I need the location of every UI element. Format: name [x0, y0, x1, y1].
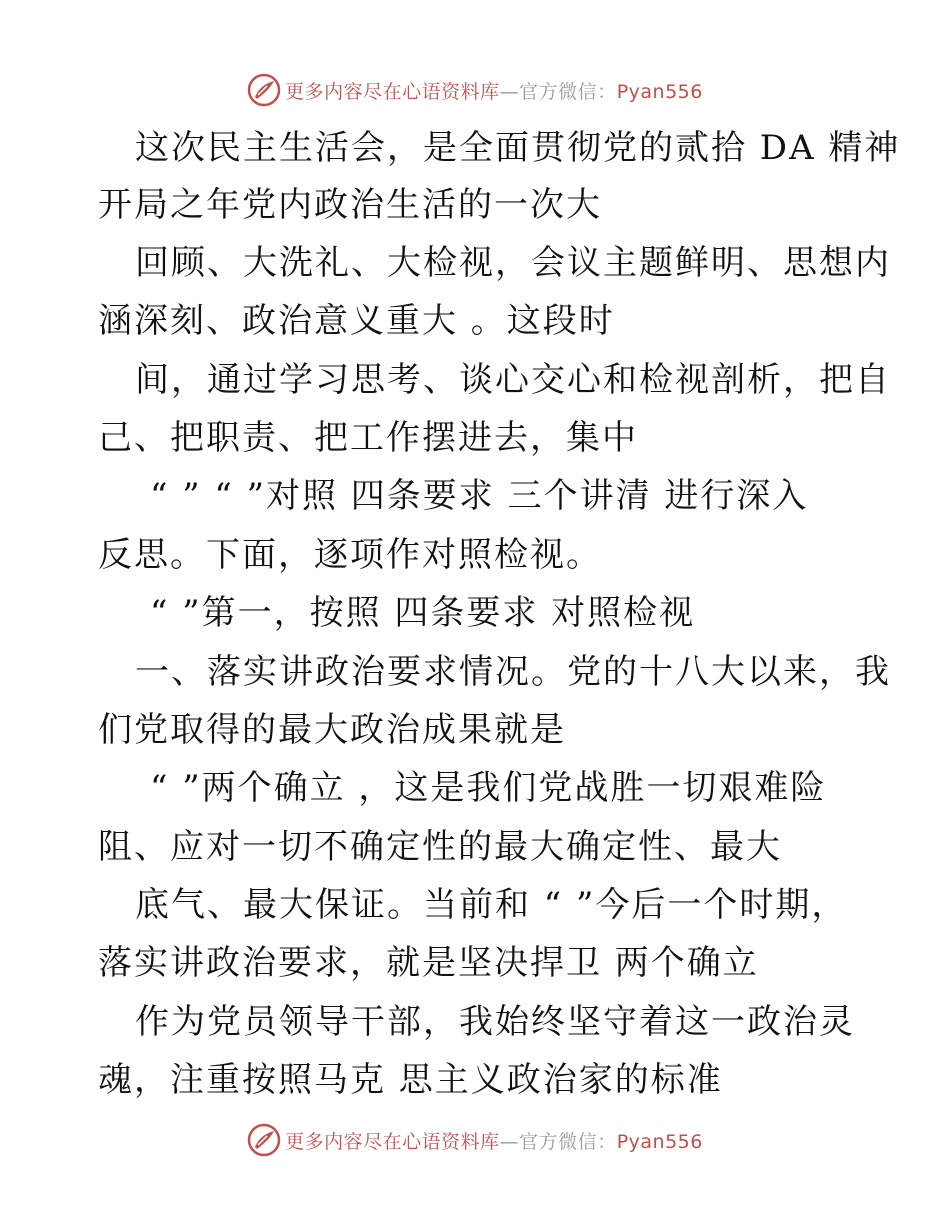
footer-banner — [0, 1120, 950, 1160]
pen-logo-icon — [247, 1123, 281, 1157]
footer-banner-official: 官方微信： — [519, 1130, 617, 1153]
header-banner-official: 官方微信： — [519, 80, 617, 103]
body-line: 底气、最大保证。当前和 “ ”今后一个时期， — [135, 885, 848, 925]
body-line: 回顾、大洗礼、大检视，会议主题鲜明、思想内 — [135, 243, 891, 283]
body-line: 这次民主生活会，是全面贯彻党的贰拾 DA 精神 — [135, 128, 901, 168]
body-line: 落实讲政治要求，就是坚决捍卫 两个确立 — [98, 943, 759, 983]
body-line: 魂，注重按照马克 思主义政治家的标准 — [98, 1060, 723, 1100]
body-line: “ ” “ ”对照 四条要求 三个讲清 进行深入 — [150, 476, 809, 516]
body-line: 己、把职责、把工作摆进去，集中 — [98, 418, 638, 458]
body-line: 一、落实讲政治要求情况。党的十八大以来，我 — [135, 652, 891, 692]
body-line: “ ”两个确立 ，这是我们党战胜一切艰难险 — [150, 768, 827, 808]
body-line: 阻、应对一切不确定性的最大确定性、最大 — [98, 827, 782, 867]
body-line: 作为党员领导干部，我始终坚守着这一政治灵 — [135, 1002, 855, 1042]
body-line: 涵深刻、政治意义重大 。这段时 — [98, 301, 615, 341]
footer-banner-id: Pyan556 — [616, 1130, 703, 1153]
body-line: 反思。下面，逐项作对照检视。 — [98, 535, 602, 575]
header-banner-id: Pyan556 — [616, 80, 703, 103]
footer-banner-main: 更多内容尽在心语资料库 — [285, 1130, 500, 1153]
header-banner-sep: — — [499, 80, 520, 103]
body-line: 们党取得的最大政治成果就是 — [98, 710, 566, 750]
footer-banner-text — [285, 1127, 703, 1154]
header-banner-main: 更多内容尽在心语资料库 — [285, 80, 500, 103]
body-line: 间，通过学习思考、谈心交心和检视剖析，把自 — [135, 360, 891, 400]
body-line: 开局之年党内政治生活的一次大 — [98, 185, 602, 225]
footer-banner-sep: — — [499, 1130, 520, 1153]
body-line: “ ”第一，按照 四条要求 对照检视 — [150, 593, 696, 633]
